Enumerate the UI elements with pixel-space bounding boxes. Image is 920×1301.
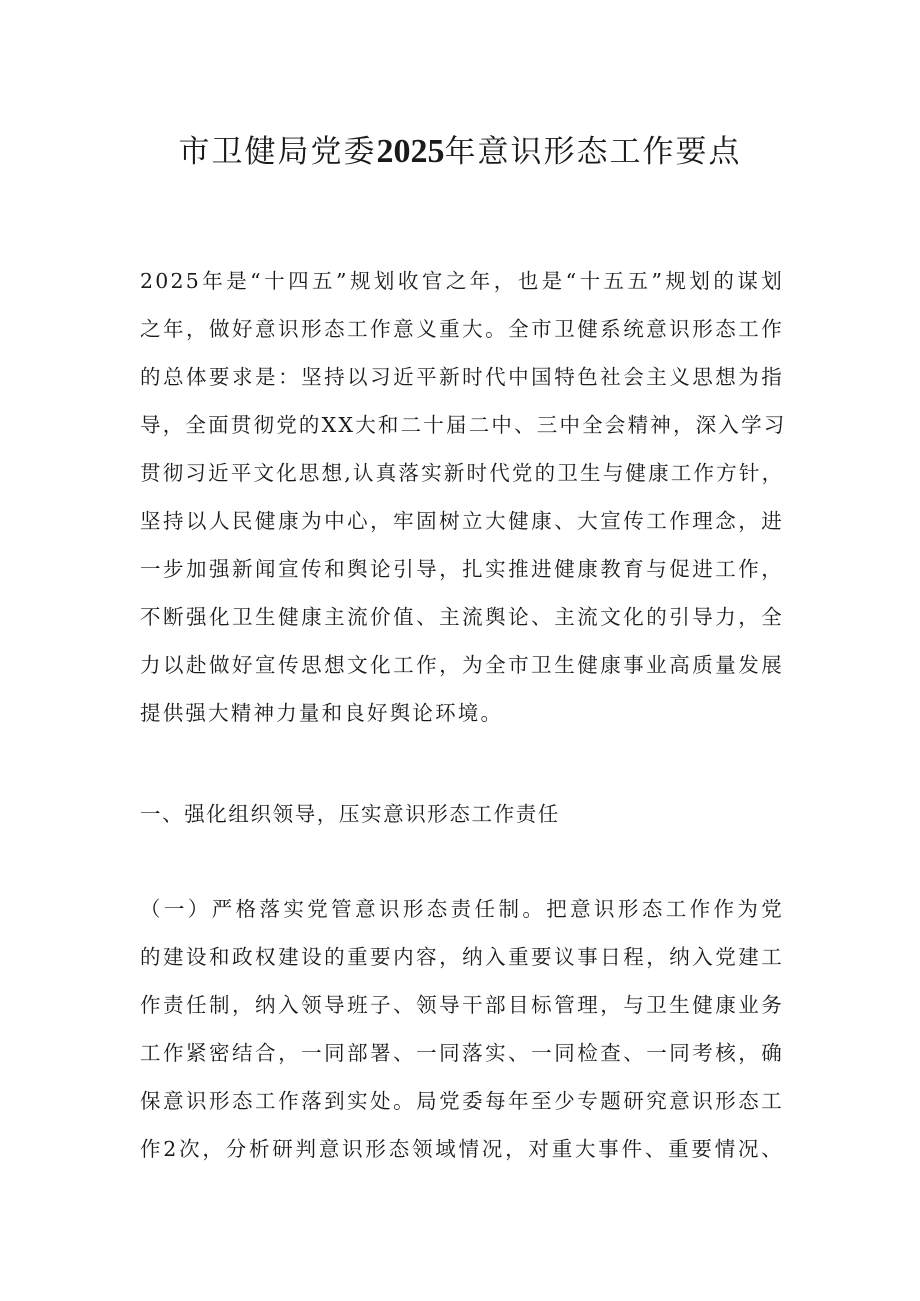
item-line: 作责任制，纳入领导班子、领导干部目标管理，与卫生健康业务 [140, 993, 784, 1017]
intro-line: 一步加强新闻宣传和舆论引导，扎实推进健康教育与促进工作， [140, 557, 784, 581]
title-suffix: 年意识形态工作要点 [444, 134, 742, 170]
section-1-heading [140, 790, 784, 838]
intro-line: 坚持以人民健康为中心，牢固树立大健康、大宣传工作理念，进 [140, 509, 784, 533]
intro-line: 不断强化卫生健康主流价值、主流舆论、主流文化的引导力，全 [140, 605, 784, 629]
intro-paragraph [140, 257, 787, 737]
intro-line: 力以赴做好宣传思想文化工作，为全市卫生健康事业高质量发展 [140, 653, 784, 677]
document-title [0, 130, 920, 174]
intro-line: 的总体要求是：坚持以习近平新时代中国特色社会主义思想为指 [140, 365, 784, 389]
title-year: 2025 [376, 133, 445, 170]
section-heading-text: 一、强化组织领导，压实意识形态工作责任 [140, 802, 560, 826]
item-line: 的建设和政权建设的重要内容，纳入重要议事日程，纳入党建工 [140, 945, 784, 969]
intro-line: 贯彻习近平文化思想,认真落实新时代党的卫生与健康工作方针， [140, 461, 785, 485]
section-1-item-1-paragraph [140, 885, 784, 1173]
item-line: 保意识形态工作落到实处。局党委每年至少专题研究意识形态工 [140, 1089, 784, 1113]
intro-line: 2025年是“十四五”规划收官之年，也是“十五五”规划的谋划 [140, 269, 784, 293]
item-line: 作2次，分析研判意识形态领域情况，对重大事件、重要情况、 [140, 1137, 784, 1161]
intro-line: 导，全面贯彻党的XX大和二十届二中、三中全会精神，深入学习 [140, 413, 787, 437]
intro-line: 提供强大精神力量和良好舆论环境。 [140, 701, 504, 725]
title-prefix: 市卫健局党委 [178, 134, 377, 170]
item-line: （一）严格落实党管意识形态责任制。把意识形态工作作为党 [140, 897, 784, 921]
item-line: 工作紧密结合，一同部署、一同落实、一同检查、一同考核，确 [140, 1041, 784, 1065]
intro-line: 之年，做好意识形态工作意义重大。全市卫健系统意识形态工作 [140, 317, 784, 341]
